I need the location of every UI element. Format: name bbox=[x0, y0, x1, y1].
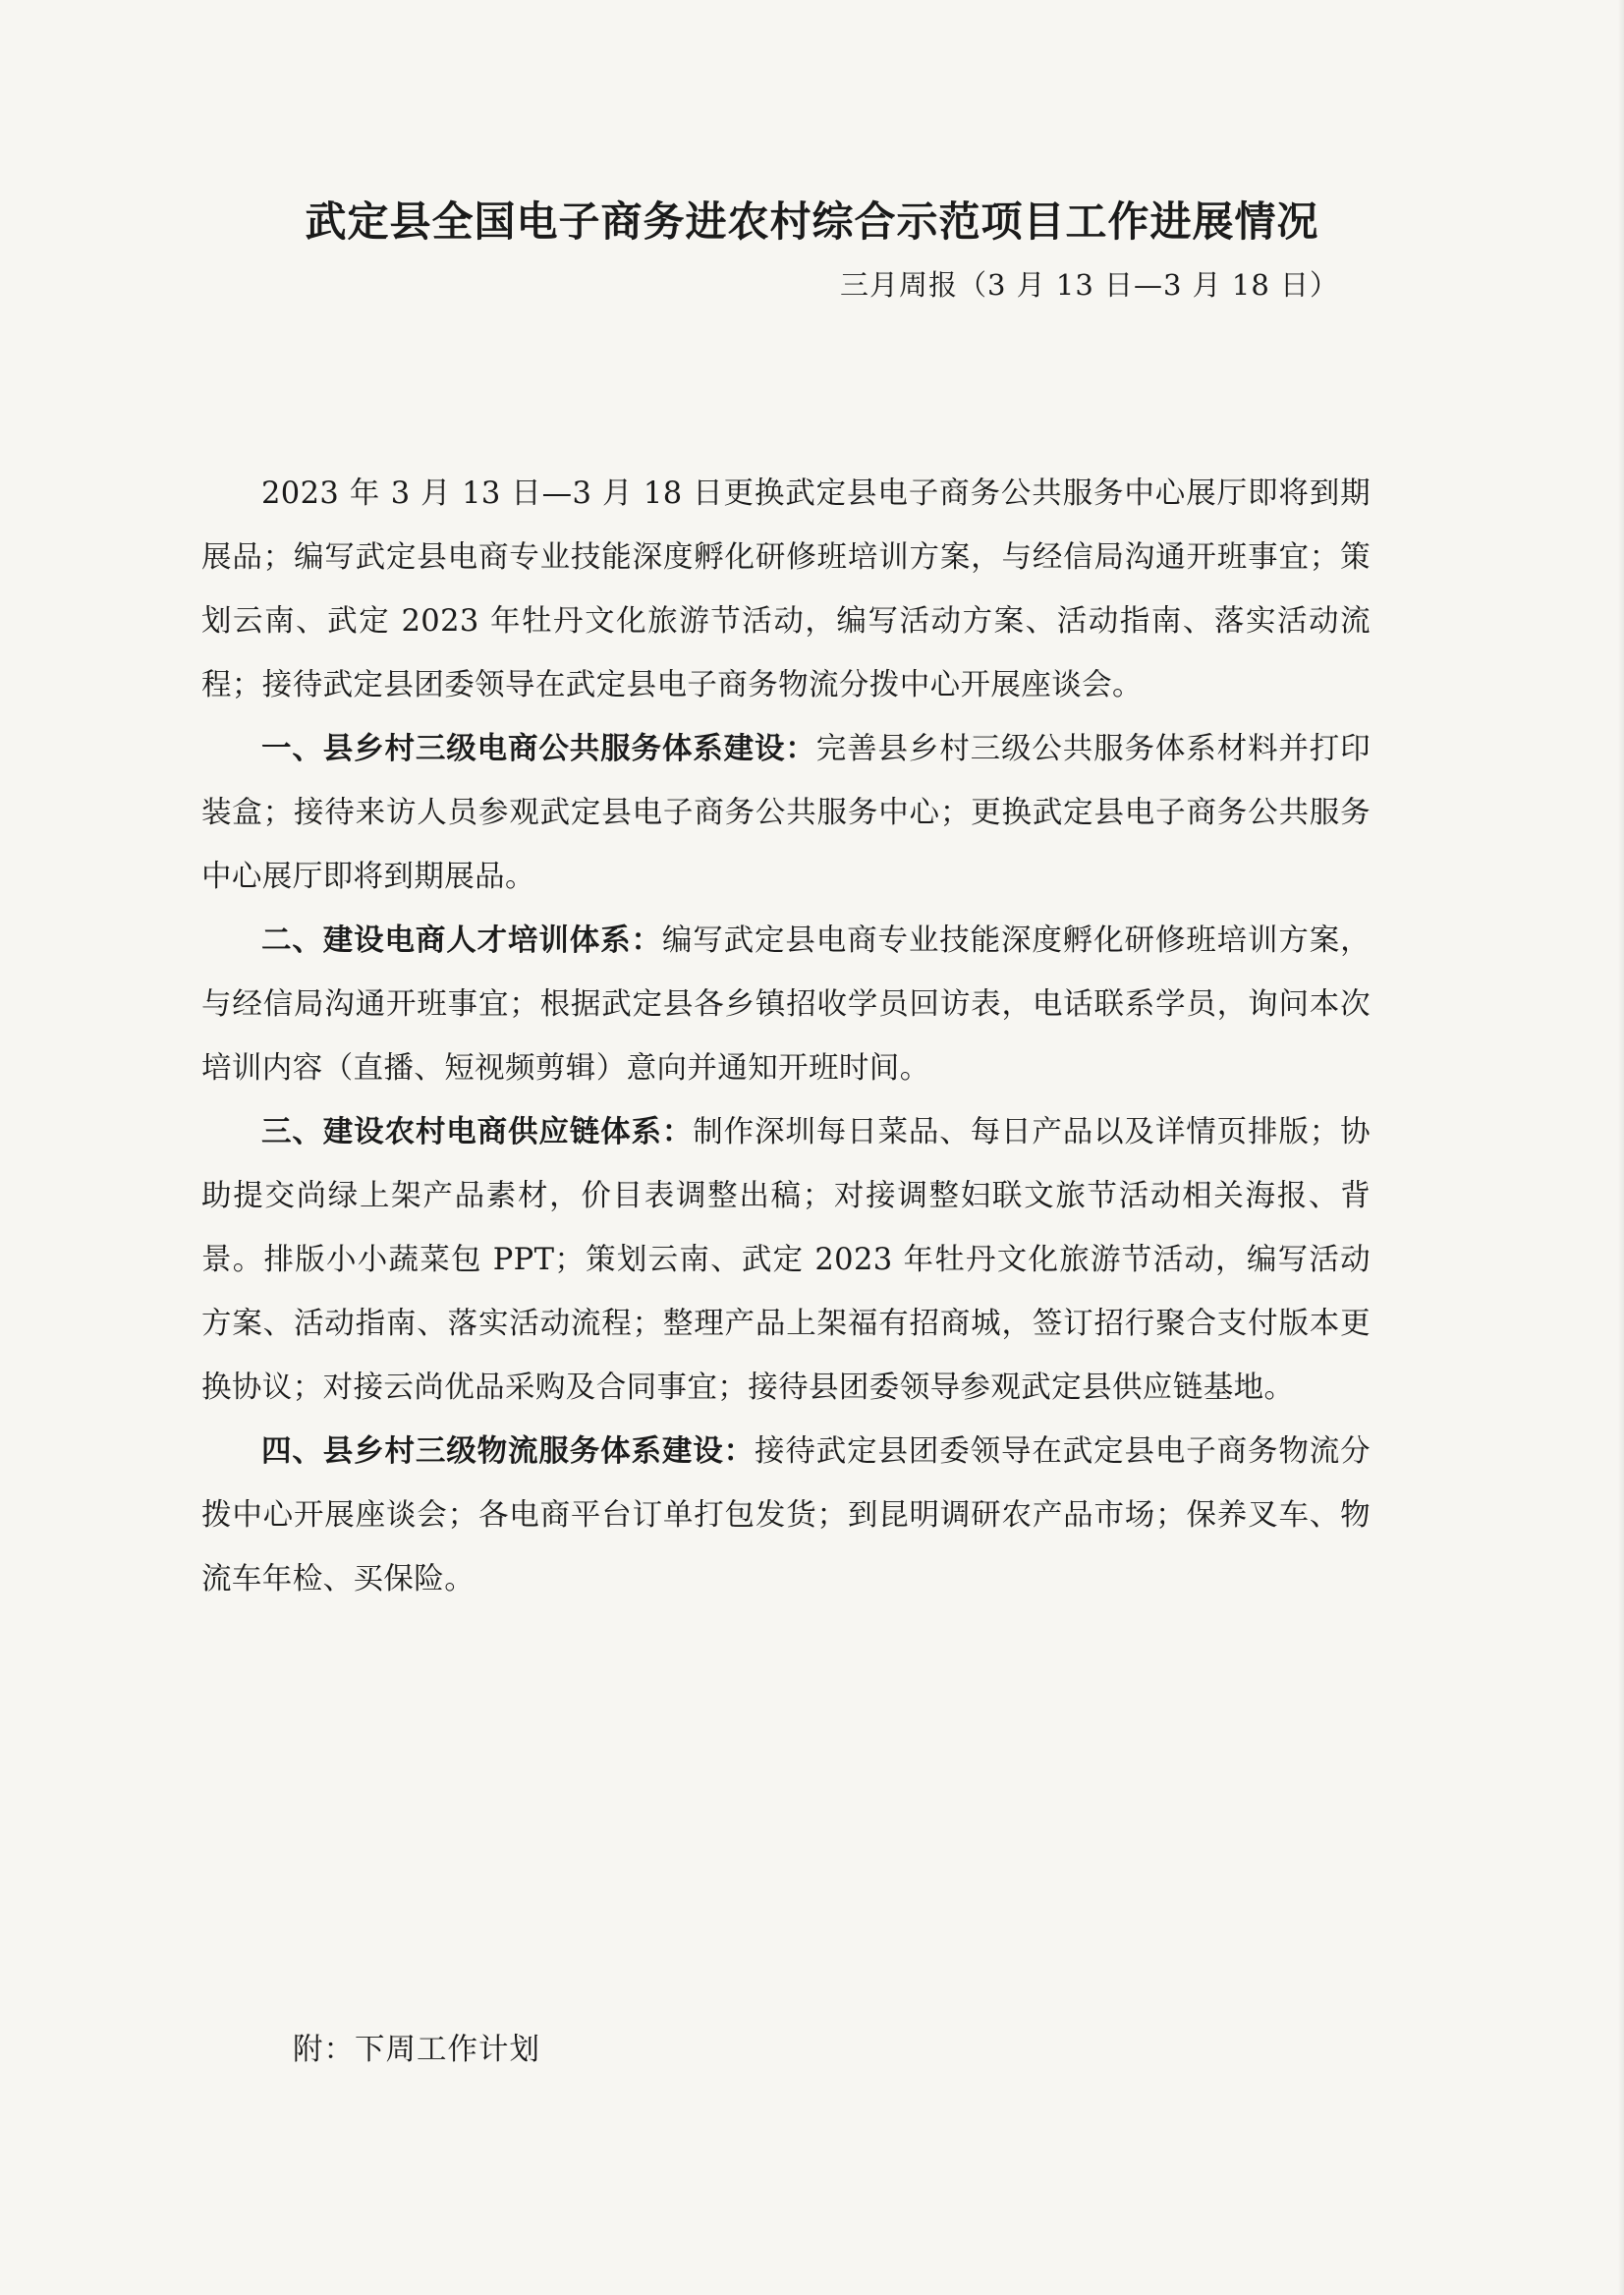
section-logistics-paragraph bbox=[201, 1420, 1371, 1611]
attachment-note: 附：下周工作计划 bbox=[293, 2033, 540, 2067]
intro-paragraph bbox=[201, 462, 1371, 717]
page-title: 武定县全国电子商务进农村综合示范项目工作进展情况 bbox=[305, 197, 1319, 246]
paragraph-text: 2023 年 3 月 13 日—3 月 18 日更换武定县电子商务公共服务中心展厅即将到期展品；编写武定县电商专业技能深度孵化研修班培训方案，与经信局沟通开班事宜；策划云南、武定 2023 年牡丹文化旅游节活动，编写活动方案、活动指南、落实活动流程；接待武定县团委领导在武定县电子商务物流分拨中心开展座谈会。 bbox=[201, 476, 1371, 702]
section-heading: 三、建设农村电商供应链体系： bbox=[261, 1115, 694, 1149]
section-heading: 二、建设电商人才培训体系： bbox=[261, 924, 662, 958]
scan-edge-shade bbox=[1618, 0, 1624, 2295]
section-public-service-paragraph bbox=[201, 717, 1371, 909]
section-heading: 一、县乡村三级电商公共服务体系建设： bbox=[261, 732, 816, 766]
section-supply-chain-paragraph bbox=[201, 1100, 1371, 1420]
paragraph-text: 完善县乡村三级公共服务体系材料并打印装盒；接待来访人员参观武定县电子商务公共服务中心；更换武定县电子商务公共服务中心展厅即将到期展品。 bbox=[201, 732, 1371, 894]
paragraph-text: 编写武定县电商专业技能深度孵化研修班培训方案，与经信局沟通开班事宜；根据武定县各乡镇招收学员回访表，电话联系学员，询问本次培训内容（直播、短视频剪辑）意向并通知开班时间。 bbox=[201, 924, 1372, 1086]
report-period-subtitle: 三月周报（3 月 13 日—3 月 18 日） bbox=[839, 268, 1339, 302]
section-talent-training-paragraph bbox=[201, 909, 1371, 1100]
paragraph-text: 制作深圳每日菜品、每日产品以及详情页排版；协助提交尚绿上架产品素材，价目表调整出稿；对接调整妇联文旅节活动相关海报、背景。排版小小蔬菜包 PPT；策划云南、武定 2023 年牡丹文化旅游节活动，编写活动方案、活动指南、落实活动流程；整理产品上架福有招商城，签订招行聚合支付版本更换协议；对接云尚优品采购及合同事宜；接待县团委领导参观武定县供应链基地。 bbox=[201, 1115, 1371, 1405]
report-body bbox=[201, 462, 1371, 1611]
paragraph-text: 接待武定县团委领导在武定县电子商务物流分拨中心开展座谈会；各电商平台订单打包发货；到昆明调研农产品市场；保养叉车、物流车年检、买保险。 bbox=[201, 1434, 1372, 1596]
section-heading: 四、县乡村三级物流服务体系建设： bbox=[261, 1434, 755, 1469]
